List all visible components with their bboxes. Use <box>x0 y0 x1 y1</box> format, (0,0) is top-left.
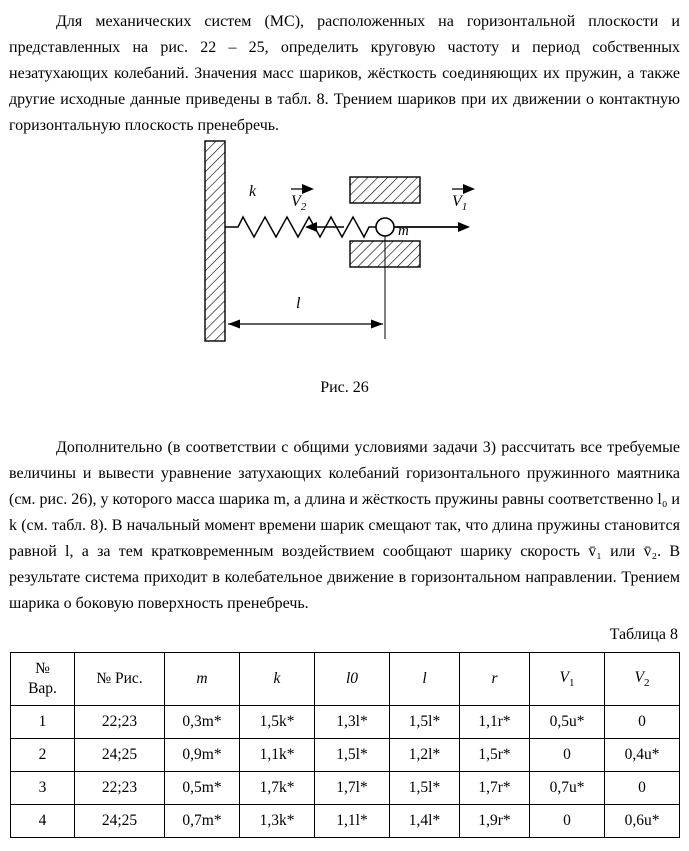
table-cell: 0 <box>605 772 680 805</box>
table-cell: 22;23 <box>75 772 165 805</box>
table-cell: 1,5l* <box>315 739 390 772</box>
table-row <box>11 805 680 838</box>
dimension-arrow-right <box>371 320 383 329</box>
table-cell: 1,7r* <box>460 772 530 805</box>
table-header-row <box>11 653 680 706</box>
table-cell: 1,9r* <box>460 805 530 838</box>
intro-paragraph: Для механических систем (МС), расположенных на горизонтальной плоскости и представленных на рис. 22 – 25, определить круговую частоту и период собственных незатухающих колебаний. Значения масс шариков, жёсткость соединяющих их пружин, а также другие исходные данные приведены в табл. 8. Трением шариков при их движении о контактную горизонтальную плоскость пренебречь. <box>9 13 680 134</box>
table-cell: 24;25 <box>75 805 165 838</box>
upper-guide-block <box>350 177 420 203</box>
body-paragraph: Дополнительно (в соответствии с общими условиями задачи 3) рассчитать все требуемые величины и вывести уравнение затухающих колебаний горизонтального пружинного маятника (см. рис. 26), у которого масса шарика m, а длина и жёсткость пружины равны соответственно l₀ и k (см. табл. 8). В начальный момент времени шарик смещают так, что длина пружины становится равной l, а за тем кратковременным воздействием сообщают шарику скорость v̄₁ или v̄₂. В результате система приходит в колебательное движение в горизонтальном направлении. Трением шарика о боковую поверхность пренебречь. <box>9 439 680 612</box>
table-cell: 0,5m* <box>165 772 240 805</box>
table-cell: 2 <box>11 739 75 772</box>
mass-ball <box>376 218 394 236</box>
table-cell: 1,1l* <box>315 805 390 838</box>
table-label: Таблица 8 <box>609 626 678 643</box>
col-header-variant: № Вар. <box>11 653 75 706</box>
col-header-k: k <box>240 653 315 706</box>
col-header-r: r <box>460 653 530 706</box>
table-cell: 0,6u* <box>605 805 680 838</box>
mass-label: m <box>398 223 409 239</box>
table-row <box>11 706 680 739</box>
table-cell: 1,7l* <box>315 772 390 805</box>
table-cell: 4 <box>11 805 75 838</box>
table-cell: 0 <box>605 706 680 739</box>
col-header-v1: $V_1$ <box>530 653 605 706</box>
col-header-l: l <box>390 653 460 706</box>
table-cell: 0,4u* <box>605 739 680 772</box>
table-cell: 1,2l* <box>390 739 460 772</box>
length-label: l <box>296 295 301 312</box>
v1-label: $V_1$ <box>452 193 468 214</box>
table-row <box>11 772 680 805</box>
table-cell: 1,1k* <box>240 739 315 772</box>
table-cell: 0 <box>530 739 605 772</box>
v2-label: $V_2$ <box>291 193 307 214</box>
table-cell: 1 <box>11 706 75 739</box>
table-cell: 1,5r* <box>460 739 530 772</box>
table-cell: 1,5l* <box>390 772 460 805</box>
table-row <box>11 739 680 772</box>
wall <box>205 141 225 341</box>
table-cell: 1,5k* <box>240 706 315 739</box>
table-cell: 0,9m* <box>165 739 240 772</box>
col-header-m: m <box>165 653 240 706</box>
spring-stiffness-label: k <box>249 183 257 200</box>
table-cell: 1,4l* <box>390 805 460 838</box>
table-cell: 0 <box>530 805 605 838</box>
table-cell: 3 <box>11 772 75 805</box>
col-header-figure: № Рис. <box>75 653 165 706</box>
table-cell: 1,7k* <box>240 772 315 805</box>
data-table <box>10 652 680 838</box>
figure-caption: Рис. 26 <box>320 379 369 396</box>
figure-26-drawing <box>0 139 689 349</box>
table-cell: 0,7m* <box>165 805 240 838</box>
table-cell: 0,7u* <box>530 772 605 805</box>
dimension-arrow-left <box>228 320 240 329</box>
table-cell: 24;25 <box>75 739 165 772</box>
col-header-l0: l0 <box>315 653 390 706</box>
spring <box>225 217 376 237</box>
table-cell: 0,3m* <box>165 706 240 739</box>
table-cell: 0,5u* <box>530 706 605 739</box>
table-cell: 1,5l* <box>390 706 460 739</box>
col-header-v2: $V_2$ <box>605 653 680 706</box>
table-cell: 22;23 <box>75 706 165 739</box>
table-cell: 1,3l* <box>315 706 390 739</box>
figure-26 <box>0 139 689 349</box>
table-cell: 1,3k* <box>240 805 315 838</box>
table-cell: 1,1r* <box>460 706 530 739</box>
